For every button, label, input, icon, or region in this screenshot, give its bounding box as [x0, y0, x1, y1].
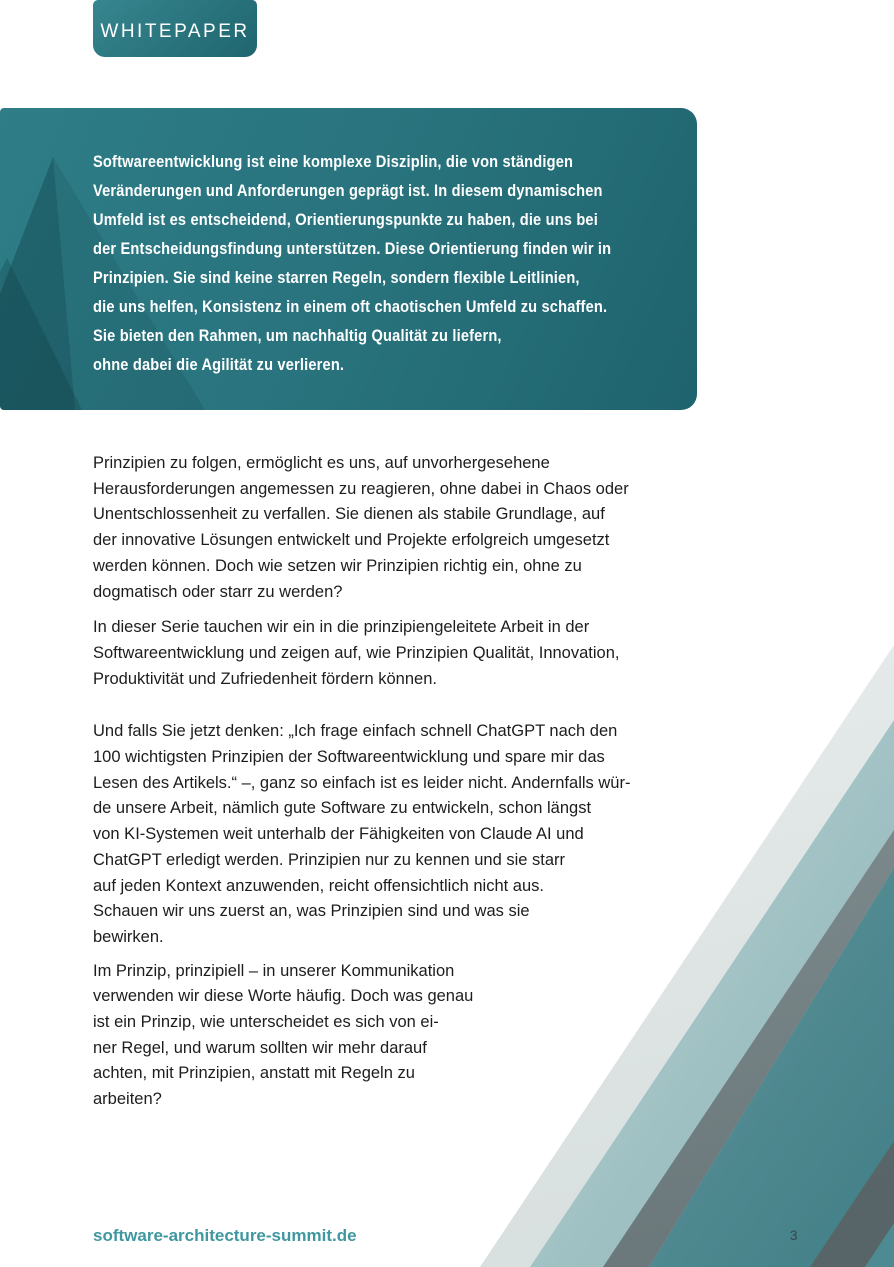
intro-text-line: Prinzipien. Sie sind keine starren Regeln, sondern flexible Leitlinien, [93, 268, 580, 287]
intro-text-line: Sie bieten den Rahmen, um nachhaltig Qualität zu liefern, [93, 326, 502, 345]
intro-text-line: Veränderungen und Anforderungen geprägt ist. In diesem dynamischen [93, 181, 603, 200]
body-text-line: ChatGPT erledigt werden. Prinzipien nur zu kennen und sie starr [93, 850, 566, 869]
body-text-line: werden können. Doch wie setzen wir Prinzipien richtig ein, ohne zu [93, 556, 582, 575]
paragraph-series-intro [93, 615, 630, 692]
body-text-line: bewirken. [93, 927, 164, 946]
intro-text-line: Softwareentwicklung ist eine komplexe Disziplin, die von ständigen [93, 152, 574, 171]
paragraph-principles-follow [93, 451, 630, 605]
body-text-line: Im Prinzip, prinzipiell – in unserer Kommunikation [93, 961, 455, 980]
body-text-line: achten, mit Prinzipien, anstatt mit Regeln zu [93, 1064, 415, 1083]
article-body [93, 451, 630, 1113]
body-text-line: ner Regel, und warum sollten wir mehr darauf [93, 1038, 427, 1057]
paragraph-chatgpt [93, 719, 630, 950]
intro-text [93, 147, 697, 379]
intro-text-line: ohne dabei die Agilität zu verlieren. [93, 355, 345, 374]
body-text-line: Schauen wir uns zuerst an, was Prinzipien sind und was sie [93, 902, 530, 921]
body-text-line: dogmatisch oder starr zu werden? [93, 582, 343, 601]
body-text-line: Lesen des Artikels.“ –, ganz so einfach ist es leider nicht. Andernfalls wür- [93, 773, 631, 792]
intro-text-line: der Entscheidungsfindung unterstützen. Diese Orientierung finden wir in [93, 239, 612, 258]
body-text-line: Unentschlossenheit zu verfallen. Sie dienen als stabile Grundlage, auf [93, 505, 605, 524]
paragraph-im-prinzip [93, 959, 630, 1113]
intro-text-line: Umfeld ist es entscheidend, Orientierungspunkte zu haben, die uns bei [93, 210, 598, 229]
whitepaper-badge [93, 0, 257, 57]
body-text-line: von KI-Systemen weit unterhalb der Fähigkeiten von Claude AI und [93, 825, 584, 844]
intro-text-line: die uns helfen, Konsistenz in einem oft chaotischen Umfeld zu schaffen. [93, 297, 608, 316]
body-text-line: 100 wichtigsten Prinzipien der Softwareentwicklung und spare mir das [93, 748, 605, 767]
whitepaper-badge-label: WHITEPAPER [100, 21, 250, 42]
body-text-line: Herausforderungen angemessen zu reagieren, ohne dabei in Chaos oder [93, 479, 629, 498]
body-text-line: der innovative Lösungen entwickelt und Projekte erfolgreich umgesetzt [93, 531, 610, 550]
body-text-line: Produktivität und Zufriedenheit fördern können. [93, 669, 437, 688]
body-text-line: arbeiten? [93, 1090, 162, 1109]
body-text-line: Softwareentwicklung und zeigen auf, wie Prinzipien Qualität, Innovation, [93, 643, 620, 662]
body-text-line: auf jeden Kontext anzuwenden, reicht offensichtlich nicht aus. [93, 876, 544, 895]
body-text-line: Und falls Sie jetzt denken: „Ich frage einfach schnell ChatGPT nach den [93, 722, 618, 741]
body-text-line: ist ein Prinzip, wie unterscheidet es sich von ei- [93, 1013, 439, 1032]
body-text-line: verwenden wir diese Worte häufig. Doch was genau [93, 987, 474, 1006]
body-text-line: In dieser Serie tauchen wir ein in die prinzipiengeleitete Arbeit in der [93, 618, 590, 637]
page-number: 3 [790, 1228, 798, 1243]
intro-highlight-box [0, 108, 697, 410]
body-text-line: Prinzipien zu folgen, ermöglicht es uns, auf unvorhergesehene [93, 454, 550, 472]
footer-website-link[interactable]: software-architecture-summit.de [93, 1226, 357, 1245]
body-text-line: de unsere Arbeit, nämlich gute Software zu entwickeln, schon längst [93, 799, 592, 818]
